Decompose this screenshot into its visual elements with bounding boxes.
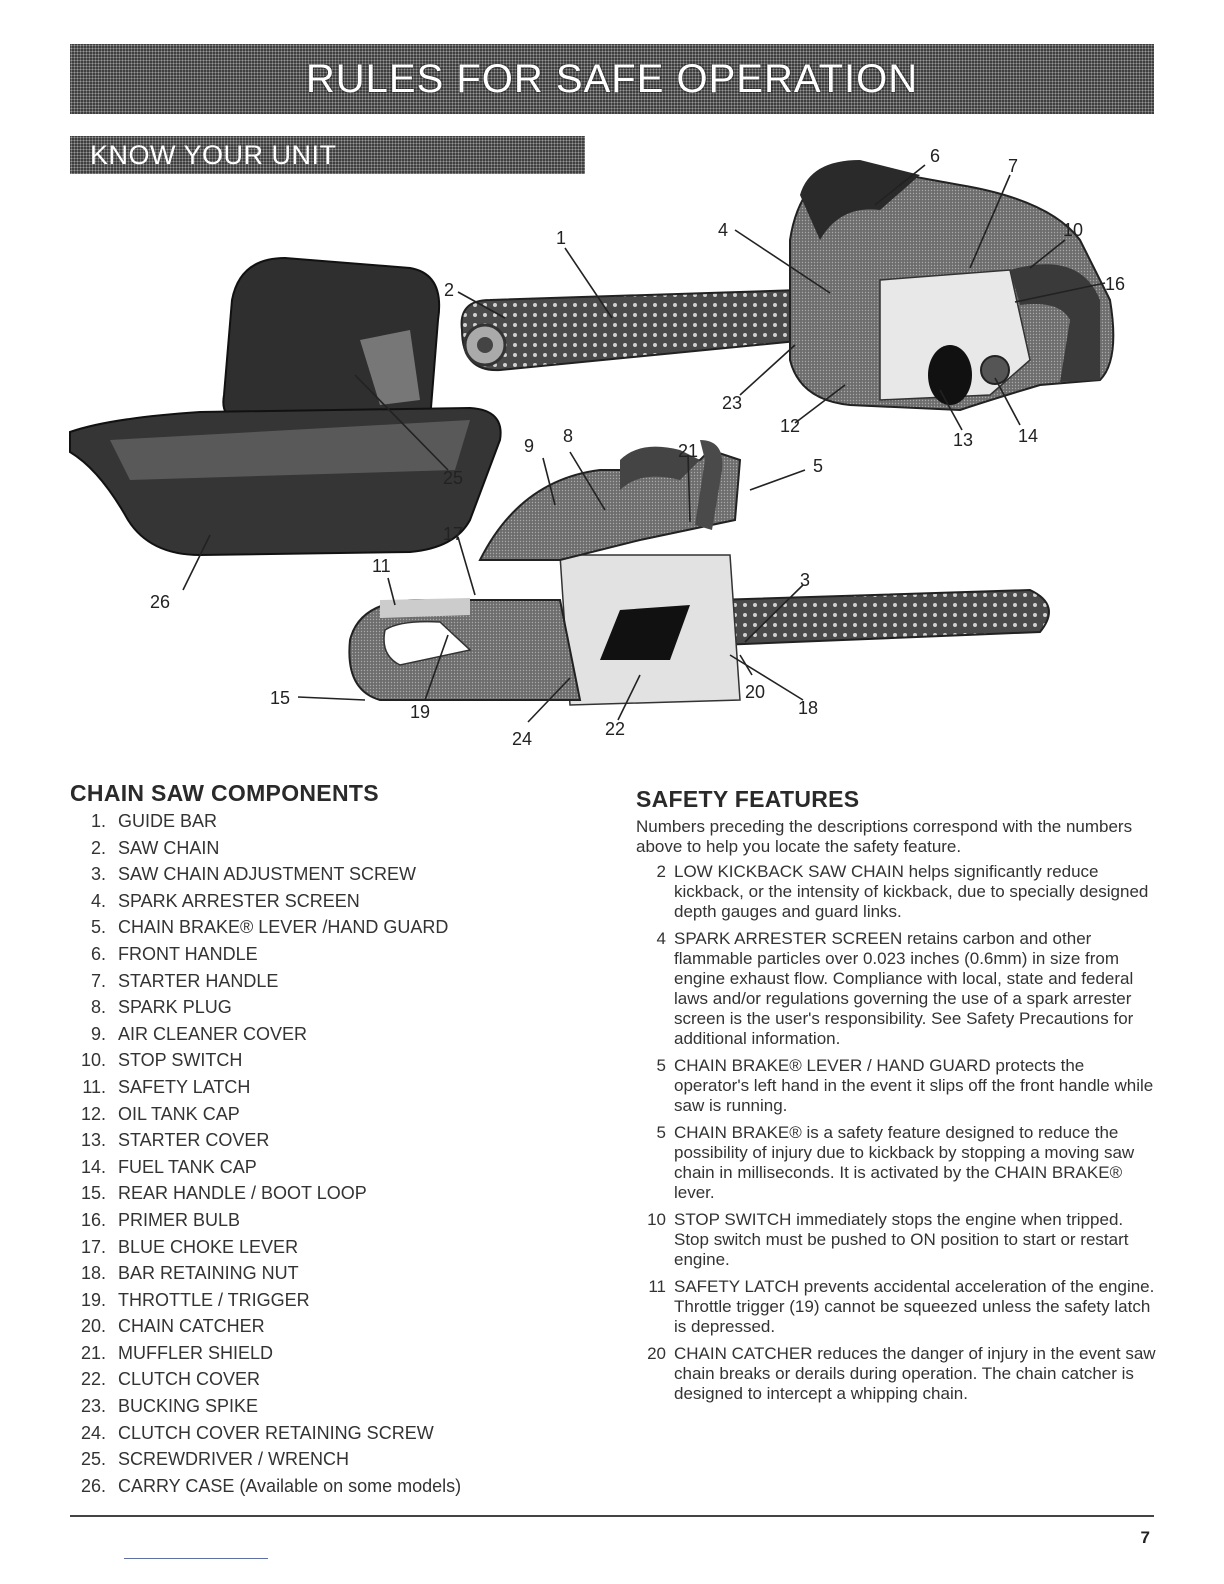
- component-item: [70, 1287, 610, 1314]
- callout-17: 17: [443, 524, 464, 544]
- component-label: STARTER HANDLE: [118, 970, 279, 991]
- safety-item: [636, 1210, 1156, 1270]
- component-item: [70, 1101, 610, 1128]
- component-item: [70, 914, 610, 941]
- safety-number: 11: [648, 1277, 666, 1296]
- safety-number: 2: [656, 862, 666, 881]
- component-item: [70, 1340, 610, 1367]
- component-label: MUFFLER SHIELD: [118, 1342, 274, 1363]
- page-title: RULES FOR SAFE OPERATION: [305, 56, 919, 101]
- component-item: [70, 1154, 610, 1181]
- callout-23: 23: [722, 393, 743, 413]
- component-item: [70, 808, 610, 835]
- component-label: SAW CHAIN: [118, 837, 220, 858]
- component-number: 9.: [90, 1023, 106, 1044]
- safety-number: 10: [647, 1210, 666, 1229]
- safety-description: SPARK ARRESTER SCREEN retains carbon and other flammable particles over 0.023 inches (0.6mm) in size from engine exhaust flow. Compliance with local, state and federal laws and/or regulations governing the use of a spark arrester screen is the user's responsibility. See Safety Precautions for additional information.: [674, 929, 1134, 1048]
- component-label: AIR CLEANER COVER: [118, 1023, 308, 1044]
- component-label: CHAIN BRAKE® LEVER /HAND GUARD: [118, 917, 449, 938]
- callout-8: 8: [563, 426, 574, 446]
- callout-6: 6: [930, 146, 941, 166]
- component-label: SPARK ARRESTER SCREEN: [118, 890, 360, 911]
- component-item: [70, 1366, 610, 1393]
- component-label: SAFETY LATCH: [118, 1076, 251, 1097]
- chainsaw-top-image: [462, 160, 1114, 410]
- page-number: 7: [1140, 1528, 1150, 1547]
- component-label: CLUTCH COVER: [118, 1369, 261, 1390]
- bottom-underline: [124, 1558, 268, 1559]
- component-number: 7.: [90, 970, 106, 991]
- component-label: BUCKING SPIKE: [118, 1396, 259, 1417]
- callout-13: 13: [953, 430, 974, 450]
- component-number: 2.: [90, 837, 106, 858]
- component-item: [70, 1021, 610, 1048]
- callout-20: 20: [745, 682, 766, 702]
- component-item: [70, 1473, 610, 1500]
- component-number: 19.: [80, 1289, 106, 1310]
- safety-item: [636, 1344, 1156, 1404]
- component-item: [70, 994, 610, 1021]
- safety-number: 20: [647, 1344, 666, 1363]
- component-item: [70, 1127, 610, 1154]
- component-number: 10.: [80, 1050, 106, 1071]
- component-label: FRONT HANDLE: [118, 943, 258, 964]
- component-number: 17.: [80, 1236, 106, 1257]
- component-label: STARTER COVER: [118, 1130, 270, 1151]
- component-item: [70, 1446, 610, 1473]
- callout-2: 2: [444, 280, 455, 300]
- component-number: 14.: [80, 1156, 106, 1177]
- chainsaw-illustration: [0, 0, 1224, 760]
- callout-24: 24: [512, 729, 533, 749]
- component-label: CARRY CASE (Available on some models): [118, 1475, 462, 1496]
- callout-3: 3: [800, 570, 811, 590]
- component-number: 25.: [80, 1449, 106, 1470]
- component-item: [70, 1313, 610, 1340]
- component-label: PRIMER BULB: [118, 1209, 241, 1230]
- safety-item: [636, 862, 1156, 922]
- component-number: 1.: [90, 811, 106, 831]
- callout-15: 15: [270, 688, 291, 708]
- callout-16: 16: [1105, 274, 1126, 294]
- component-label: THROTTLE / TRIGGER: [118, 1289, 310, 1310]
- component-number: 11.: [82, 1076, 106, 1097]
- component-label: SPARK PLUG: [118, 997, 232, 1018]
- callout-11: 11: [372, 556, 391, 576]
- component-item: [70, 1234, 610, 1261]
- callout-1: 1: [556, 228, 567, 248]
- component-item: [70, 1207, 610, 1234]
- safety-item: [636, 1123, 1156, 1203]
- component-item: [70, 968, 610, 995]
- callout-7: 7: [1008, 156, 1019, 176]
- component-label: SAW CHAIN ADJUSTMENT SCREW: [118, 864, 417, 885]
- component-number: 21.: [80, 1342, 106, 1363]
- component-number: 5.: [90, 917, 106, 938]
- component-number: 8.: [90, 997, 106, 1018]
- component-label: CLUTCH COVER RETAINING SCREW: [118, 1422, 434, 1443]
- component-item: [70, 1180, 610, 1207]
- component-label: FUEL TANK CAP: [118, 1156, 257, 1177]
- carry-case-image: [70, 258, 501, 555]
- component-number: 24.: [80, 1422, 106, 1443]
- safety-description: STOP SWITCH immediately stops the engine when tripped. Stop switch must be pushed to ON position to start or restart engine.: [674, 1210, 1129, 1269]
- component-item: [70, 888, 610, 915]
- component-number: 4.: [90, 890, 106, 911]
- component-number: 3.: [90, 864, 106, 885]
- component-number: 23.: [80, 1396, 106, 1417]
- components-list: [70, 808, 610, 1499]
- component-number: 12.: [80, 1103, 106, 1124]
- component-item: [70, 1393, 610, 1420]
- callout-19: 19: [410, 702, 431, 722]
- safety-description: CHAIN CATCHER reduces the danger of injury in the event saw chain breaks or derails during operation. The chain catcher is designed to intercept a whipping chain.: [674, 1344, 1156, 1403]
- component-item: [70, 861, 610, 888]
- component-number: 16.: [80, 1209, 106, 1230]
- safety-number: 4: [656, 929, 666, 948]
- component-item: [70, 1260, 610, 1287]
- component-number: 26.: [80, 1475, 106, 1496]
- safety-item: [636, 1277, 1156, 1337]
- callout-10: 10: [1063, 220, 1084, 240]
- component-item: [70, 1420, 610, 1447]
- safety-item: [636, 1056, 1156, 1116]
- callout-26: 26: [150, 592, 171, 612]
- safety-heading: SAFETY FEATURES: [636, 786, 860, 812]
- component-number: 18.: [80, 1263, 106, 1284]
- component-number: 13.: [80, 1130, 106, 1151]
- component-label: OIL TANK CAP: [118, 1103, 240, 1124]
- safety-item: [636, 929, 1156, 1049]
- footer-rule: [70, 1515, 1154, 1517]
- callout-25: 25: [443, 468, 464, 488]
- safety-description: SAFETY LATCH prevents accidental acceleration of the engine. Throttle trigger (19) cannot be squeezed unless the safety latch is depressed.: [674, 1277, 1155, 1336]
- safety-description: CHAIN BRAKE® LEVER / HAND GUARD protects the operator's left hand in the event it slips off the front handle while saw is running.: [674, 1056, 1154, 1115]
- component-label: CHAIN CATCHER: [118, 1316, 265, 1337]
- callout-5: 5: [813, 456, 824, 476]
- component-label: BAR RETAINING NUT: [118, 1263, 299, 1284]
- safety-description: CHAIN BRAKE® is a safety feature designed to reduce the possibility of injury due to kickback by stopping a moving saw chain in milliseconds. It is activated by the CHAIN BRAKE® lever.: [674, 1123, 1135, 1202]
- component-label: STOP SWITCH: [118, 1050, 243, 1071]
- callout-9: 9: [524, 436, 535, 456]
- callout-14: 14: [1018, 426, 1039, 446]
- component-item: [70, 1074, 610, 1101]
- component-label: SCREWDRIVER / WRENCH: [118, 1449, 350, 1470]
- component-label: REAR HANDLE / BOOT LOOP: [118, 1183, 367, 1204]
- component-item: [70, 1047, 610, 1074]
- component-number: 22.: [80, 1369, 106, 1390]
- component-label: GUIDE BAR: [118, 811, 218, 831]
- safety-intro: Numbers preceding the descriptions correspond with the numbers above to help you locate the safety feature.: [636, 817, 1133, 856]
- component-number: 6.: [90, 943, 106, 964]
- section-subtitle: KNOW YOUR UNIT: [90, 139, 337, 170]
- callout-4: 4: [718, 220, 729, 240]
- safety-number: 5: [656, 1056, 666, 1075]
- safety-features-list: [636, 862, 1156, 1411]
- callout-12: 12: [780, 416, 801, 436]
- component-number: 20.: [80, 1316, 106, 1337]
- callout-22: 22: [605, 719, 626, 739]
- callout-18: 18: [798, 698, 819, 718]
- components-heading: CHAIN SAW COMPONENTS: [70, 780, 379, 806]
- safety-number: 5: [656, 1123, 666, 1142]
- callout-21: 21: [678, 441, 699, 461]
- component-item: [70, 941, 610, 968]
- component-item: [70, 835, 610, 862]
- component-label: BLUE CHOKE LEVER: [118, 1236, 299, 1257]
- safety-description: LOW KICKBACK SAW CHAIN helps significantly reduce kickback, or the intensity of kickback, due to specially designed depth gauges and guard links.: [674, 862, 1149, 921]
- component-number: 15.: [80, 1183, 106, 1204]
